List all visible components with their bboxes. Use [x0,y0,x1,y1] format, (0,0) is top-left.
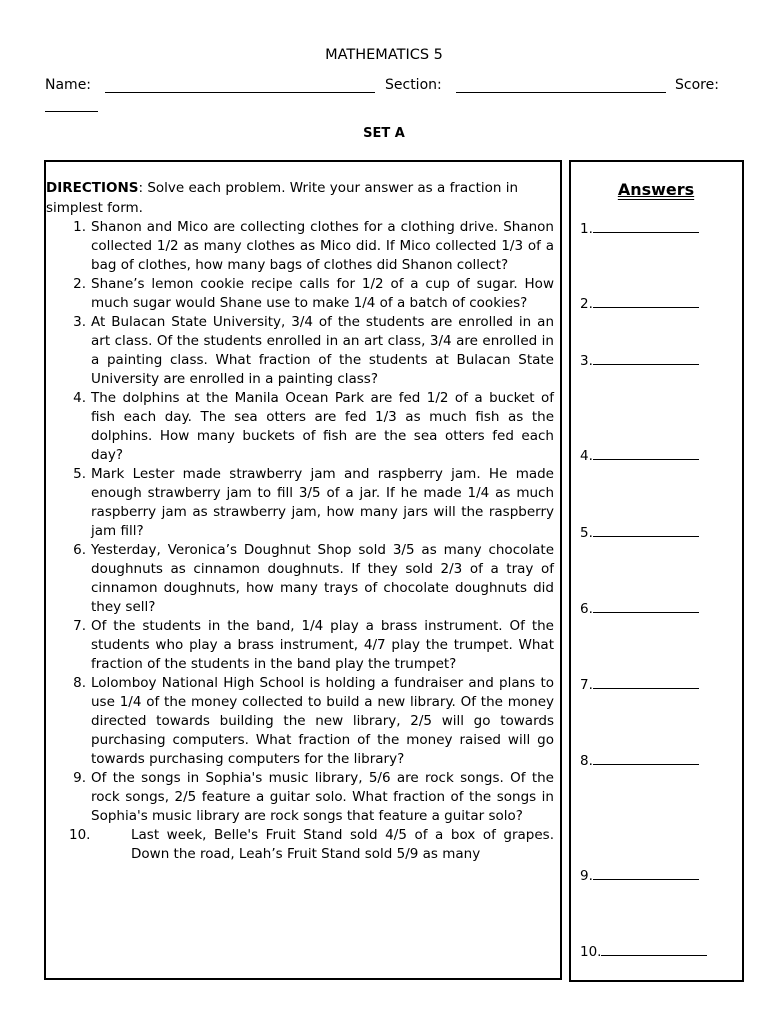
questions-box [44,160,562,980]
question-item [46,313,554,389]
question-text: Mark Lester made strawberry jam and raspberry jam. He made enough strawberry jam to fill 3/5 of a jar. If he made 1/4 as much raspberry jam as strawberry jam, how many jars will the raspberry jam fill? [91,466,554,539]
question-text: Lolomboy National High School is holding a fundraiser and plans to use 1/4 of the money collected to build a new library. Of the money directed towards building the new library, 2/5 will go towards purchasing computers. What fraction of the money raised will go towards purchasing computers for the library? [91,675,554,767]
answer-number: 5. [580,525,593,541]
student-info-line [45,77,725,97]
answer-number: 7. [580,677,593,693]
question-number: 7. [73,618,86,634]
answer-blank[interactable] [593,523,699,537]
question-item [46,465,554,541]
question-text: Last week, Belle's Fruit Stand sold 4/5 of a box of grapes. Down the road, Leah’s Fruit Stand sold 5/9 as many [131,827,554,862]
answers-title: Answers [617,180,695,199]
question-item [46,826,554,864]
section-label: Section: [385,77,442,93]
question-item [46,617,554,674]
answer-line[interactable] [580,219,699,237]
answer-number: 4. [580,448,593,464]
worksheet-title: MATHEMATICS 5 [325,47,443,63]
name-blank[interactable] [105,92,375,93]
question-number: 2. [73,276,86,292]
answer-line[interactable] [580,942,707,960]
answer-line[interactable] [580,866,699,884]
answer-blank[interactable] [601,942,707,956]
section-blank[interactable] [456,92,666,93]
question-text: Of the students in the band, 1/4 play a brass instrument. Of the students who play a brass instrument, 4/7 play the trumpet. What fraction of the students in the band play the trumpet? [91,618,554,672]
question-item [46,275,554,313]
question-text: The dolphins at the Manila Ocean Park are fed 1/2 of a bucket of fish each day. The sea otters are fed 1/3 as much fish as the dolphins. How many buckets of fish are the sea otters fed each day? [91,390,554,463]
directions [46,179,551,218]
answer-blank[interactable] [593,751,699,765]
set-title: SET A [363,126,405,141]
answer-number: 8. [580,753,593,769]
question-text: Shanon and Mico are collecting clothes for a clothing drive. Shanon collected 1/2 as many clothes as Mico did. If Mico collected 1/3 of a bag of clothes, how many bags of clothes did Shanon collect? [91,219,554,273]
answer-blank[interactable] [593,675,699,689]
answer-line[interactable] [580,294,699,312]
answer-blank[interactable] [593,294,699,308]
question-number: 4. [73,390,86,406]
answer-number: 6. [580,601,593,617]
answer-blank[interactable] [593,866,699,880]
answer-line[interactable] [580,599,699,617]
answer-number: 2. [580,296,593,312]
question-text: At Bulacan State University, 3/4 of the students are enrolled in an art class. Of the students enrolled in an art class, 3/4 are enrolled in a painting class. What fraction of the students at Bulacan State University are enrolled in a painting class? [91,314,554,387]
question-text: Yesterday, Veronica’s Doughnut Shop sold 3/5 as many chocolate doughnuts as cinnamon doughnuts. If they sold 2/3 of a tray of cinnamon doughnuts, how many trays of chocolate doughnuts did they sell? [91,542,554,615]
answer-line[interactable] [580,675,699,693]
question-number: 6. [73,542,86,558]
question-text: Shane’s lemon cookie recipe calls for 1/2 of a cup of sugar. How much sugar would Shane use to make 1/4 of a batch of cookies? [91,276,554,311]
answer-number: 3. [580,353,593,369]
answer-number: 10. [580,944,602,960]
question-number: 8. [73,675,86,691]
score-label: Score: [675,77,719,93]
answer-blank[interactable] [593,599,699,613]
question-item [46,769,554,826]
answer-blank[interactable] [593,446,699,460]
question-number: 1. [73,219,86,235]
answers-box [569,160,744,982]
score-blank[interactable] [45,111,98,112]
question-item [46,674,554,769]
directions-label: DIRECTIONS [46,180,139,196]
answer-line[interactable] [580,751,699,769]
name-label: Name: [45,77,92,93]
question-number: 5. [73,466,86,482]
question-number: 3. [73,314,86,330]
question-number: 9. [73,770,86,786]
answer-number: 1. [580,221,593,237]
answer-blank[interactable] [593,351,699,365]
answer-blank[interactable] [593,219,699,233]
question-text: Of the songs in Sophia's music library, 5/6 are rock songs. Of the rock songs, 2/5 feature a guitar solo. What fraction of the songs in Sophia's music library are rock songs that feature a guitar solo? [91,770,554,824]
directions-text: : Solve each problem. Write your answer as a fraction in simplest form. [46,180,519,216]
question-item [46,389,554,465]
answer-line[interactable] [580,523,699,541]
answer-number: 9. [580,868,593,884]
question-item [46,218,554,275]
question-list [46,218,554,864]
question-number: 10. [69,827,91,843]
question-item [46,541,554,617]
answer-line[interactable] [580,446,699,464]
answer-line[interactable] [580,351,699,369]
